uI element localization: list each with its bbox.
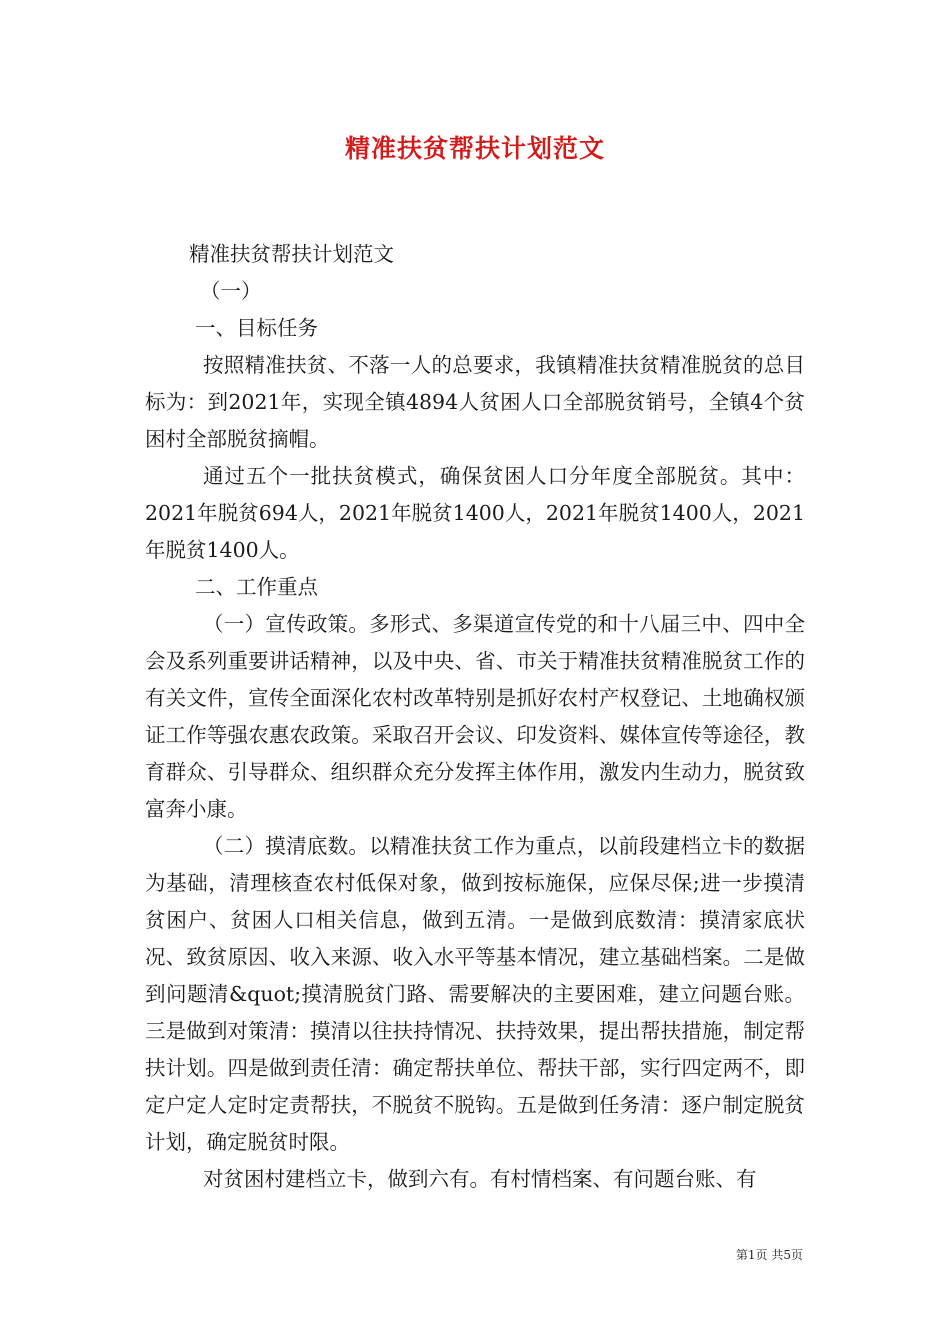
document-title: 精准扶贫帮扶计划范文 bbox=[344, 134, 605, 163]
heading-target-tasks: 一、目标任务 bbox=[195, 316, 318, 340]
section-marker: （一） bbox=[200, 279, 262, 303]
paragraph-overall-goal: 按照精准扶贫、不落一人的总要求，我镇精准扶贫精准脱贫的总目标为：到2021年，实现全镇4894人贫困人口全部脱贫销号，全镇4个贫困村全部脱贫摘帽。 bbox=[145, 353, 805, 451]
page-number: 第1页 共5页 bbox=[735, 1248, 803, 1262]
paragraph-identify-base: （二）摸清底数。以精准扶贫工作为重点，以前段建档立卡的数据为基础，清理核查农村低保对象，做到按标施保，应保尽保;进一步摸清贫困户、贫困人口相关信息，做到五清。一是做到底数清：摸清家底状况、致贫原因、收入来源、收入水平等基本情况，建立基础档案。二是做到问题清&quot;摸清脱贫门路、需要解决的主要困难，建立问题台账。三是做到对策清：摸清以往扶持情况、扶持效果，提出帮扶措施，制定帮扶计划。四是做到责任清：确定帮扶单位、帮扶干部，实行四定两不，即定户定人定时定责帮扶，不脱贫不脱钩。五是做到任务清：逐户制定脱贫计划，确定脱贫时限。 bbox=[145, 834, 805, 1154]
paragraph-village-records: 对贫困村建档立卡，做到六有。有村情档案、有问题台账、有 bbox=[203, 1167, 757, 1191]
heading-work-focus: 二、工作重点 bbox=[195, 575, 318, 599]
paragraph-yearly-plan: 通过五个一批扶贫模式，确保贫困人口分年度全部脱贫。其中：2021年脱贫694人，2021年脱贫1400人，2021年脱贫1400人，2021年脱贫1400人。 bbox=[145, 464, 805, 562]
document-body bbox=[145, 236, 805, 1198]
paragraph-publicize-policy: （一）宣传政策。多形式、多渠道宣传党的和十八届三中、四中全会及系列重要讲话精神，以及中央、省、市关于精准扶贫精准脱贫工作的有关文件，宣传全面深化农村改革特别是抓好农村产权登记、土地确权颁证工作等强农惠农政策。采取召开会议、印发资料、媒体宣传等途径，教育群众、引导群众、组织群众充分发挥主体作用，激发内生动力，脱贫致富奔小康。 bbox=[145, 612, 805, 821]
document-subtitle: 精准扶贫帮扶计划范文 bbox=[189, 242, 394, 266]
